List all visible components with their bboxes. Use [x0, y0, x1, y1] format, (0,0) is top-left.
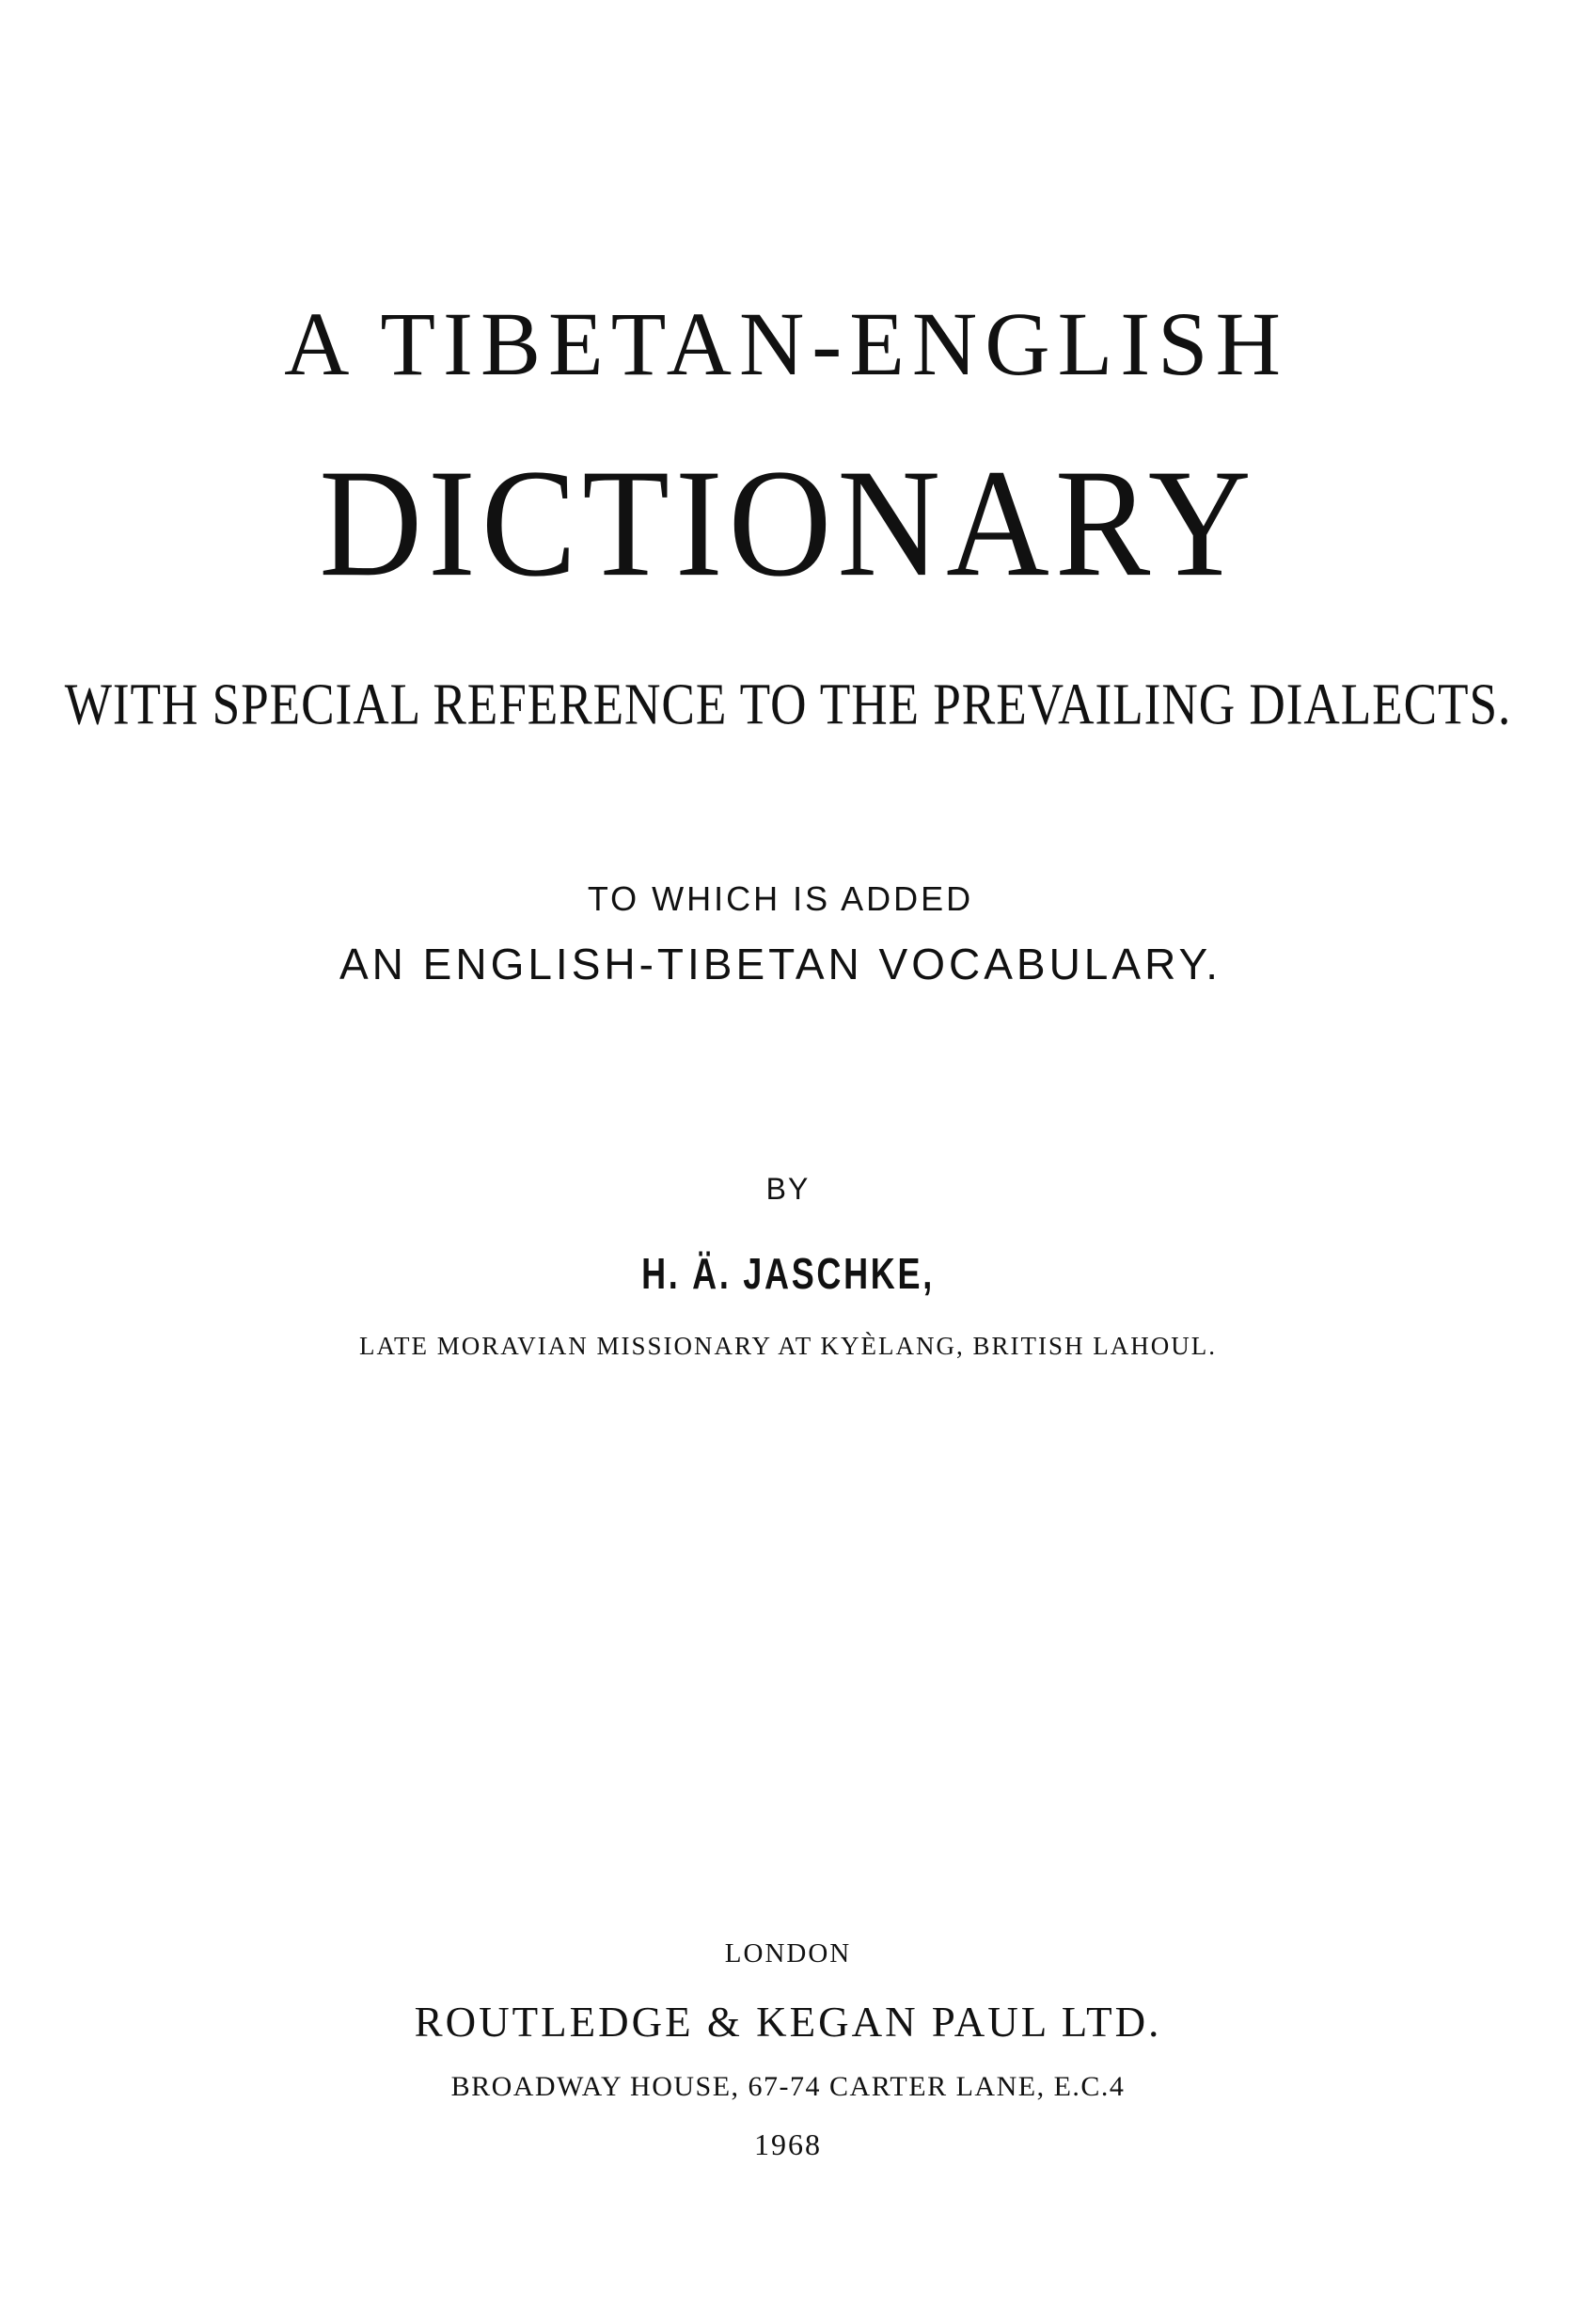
publisher-city: LONDON	[724, 1938, 852, 1968]
main-title: DICTIONARY	[319, 437, 1257, 609]
author-description: LATE MORAVIAN MISSIONARY AT KYÈLANG, BRITISH LAHOUL.	[358, 1332, 1218, 1360]
author-name: H. Ä. JASCHKE,	[641, 1250, 935, 1299]
added-intro: TO WHICH IS ADDED	[587, 879, 974, 918]
title-line: A TIBETAN-ENGLISH	[284, 293, 1288, 394]
by-line: BY	[765, 1172, 811, 1206]
publisher-name: ROUTLEDGE & KEGAN PAUL LTD.	[414, 1999, 1162, 2046]
added-work-title: AN ENGLISH-TIBETAN VOCABULARY.	[339, 940, 1221, 988]
publisher-address: BROADWAY HOUSE, 67-74 CARTER LANE, E.C.4	[450, 2071, 1126, 2102]
publication-year: 1968	[754, 2127, 822, 2161]
subtitle: WITH SPECIAL REFERENCE TO THE PREVAILING DIALECTS.	[64, 672, 1512, 738]
